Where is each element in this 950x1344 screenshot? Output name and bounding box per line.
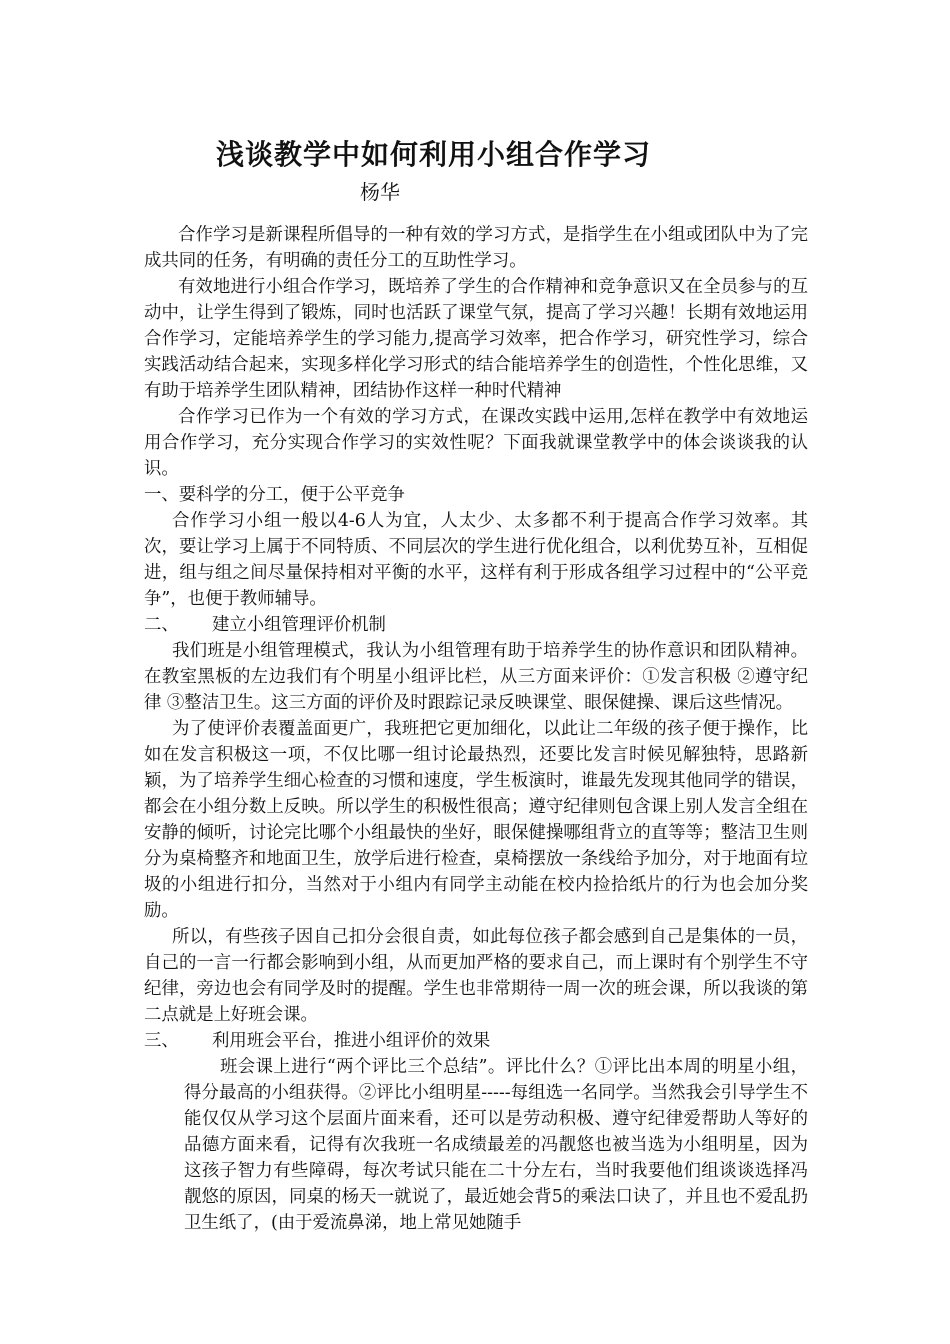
paragraph: 合作学习已作为一个有效的学习方式，在课改实践中运用,怎样在教学中有效地运用合作学习，充分实现合作学习的实效性呢？下面我就课堂教学中的体会谈谈我的认识。 — [144, 407, 808, 479]
paragraph: 合作学习小组一般以4-6人为宜，人太少、太多都不利于提高合作学习效率。其次，要让学习上属于不同特质、不同层次的学生进行优化组合，以利优势互补，互相促进，组与组之间尽量保持相对平衡的水平，这样有利于形成各组学习过程中的“公平竞争”，也便于教师辅导。 — [144, 511, 808, 609]
section-title: 建立小组管理评价机制 — [212, 615, 386, 635]
paragraph: 我们班是小组管理模式，我认为小组管理有助于培养学生的协作意识和团队精神。在教室黑板的左边我们有个明星小组评比栏，从三方面来评价：①发言积极 ②遵守纪律 ③整洁卫生。这三方面的评价及时跟踪记录反映课堂、眼保健操、课后这些情况。 — [144, 641, 808, 713]
paragraph: 所以，有些孩子因自己扣分会很自责，如此每位孩子都会感到自己是集体的一员，自己的一言一行都会影响到小组，从而更加严格的要求自己，而上课时有个别学生不守纪律，旁边也会有同学及时的提醒。学生也非常期待一周一次的班会课，所以我谈的第二点就是上好班会课。 — [144, 927, 808, 1025]
paragraph: 为了使评价表覆盖面更广，我班把它更加细化，以此让二年级的孩子便于操作，比如在发言积极这一项，不仅比哪一组讨论最热烈，还要比发言时候见解独特，思路新颖，为了培养学生细心检查的习惯和速度，学生板演时，谁最先发现其他同学的错误，都会在小组分数上反映。所以学生的积极性很高；遵守纪律则包含课上别人发言全组在安静的倾听，讨论完比哪个小组最快的坐好，眼保健操哪组背立的直等等；整洁卫生则分为桌椅整齐和地面卫生，放学后进行检查，桌椅摆放一条线给予加分，对于地面有垃圾的小组进行扣分，当然对于小组内有同学主动能在校内捡拾纸片的行为也会加分奖励。 — [144, 719, 808, 921]
paragraph: 合作学习是新课程所倡导的一种有效的学习方式，是指学生在小组或团队中为了完成共同的任务，有明确的责任分工的互助性学习。 — [144, 225, 808, 271]
section-heading-3 — [144, 1028, 808, 1054]
section-number: 三、 — [144, 1031, 179, 1051]
section-title: 利用班会平台，推进小组评价的效果 — [212, 1031, 491, 1051]
document-title: 浅谈教学中如何利用小组合作学习 — [216, 138, 652, 171]
section-heading-1: 一、要科学的分工，便于公平竞争 — [144, 485, 405, 505]
paragraph: 有效地进行小组合作学习，既培养了学生的合作精神和竞争意识又在全员参与的互动中，让学生得到了锻炼，同时也活跃了课堂气氛，提高了学习兴趣！长期有效地运用合作学习，定能培养学生的学习能力,提高学习效率，把合作学习，研究性学习，综合实践活动结合起来，实现多样化学习形式的结合能培养学生的创造性，个性化思维，又有助于培养学生团队精神，团结协作这样一种时代精神 — [144, 277, 808, 401]
section-heading-2 — [144, 612, 808, 638]
document-body — [144, 222, 808, 1236]
paragraph: 班会课上进行“两个评比三个总结”。评比什么？①评比出本周的明星小组，得分最高的小组获得。②评比小组明星-----每组选一名同学。当然我会引导学生不能仅仅从学习这个层面片面来看，还可以是劳动积极、遵守纪律爱帮助人等好的品德方面来看，记得有次我班一名成绩最差的冯靓悠也被当选为小组明星，因为这孩子智力有些障碍，每次考试只能在二十分左右，当时我要他们组谈谈选择冯靓悠的原因，同桌的杨天一就说了，最近她会背5的乘法口诀了，并且也不爱乱扔卫生纸了，(由于爱流鼻涕，地上常见她随手 — [184, 1057, 808, 1233]
document-author: 杨华 — [360, 180, 400, 204]
section-number: 二、 — [144, 615, 179, 635]
